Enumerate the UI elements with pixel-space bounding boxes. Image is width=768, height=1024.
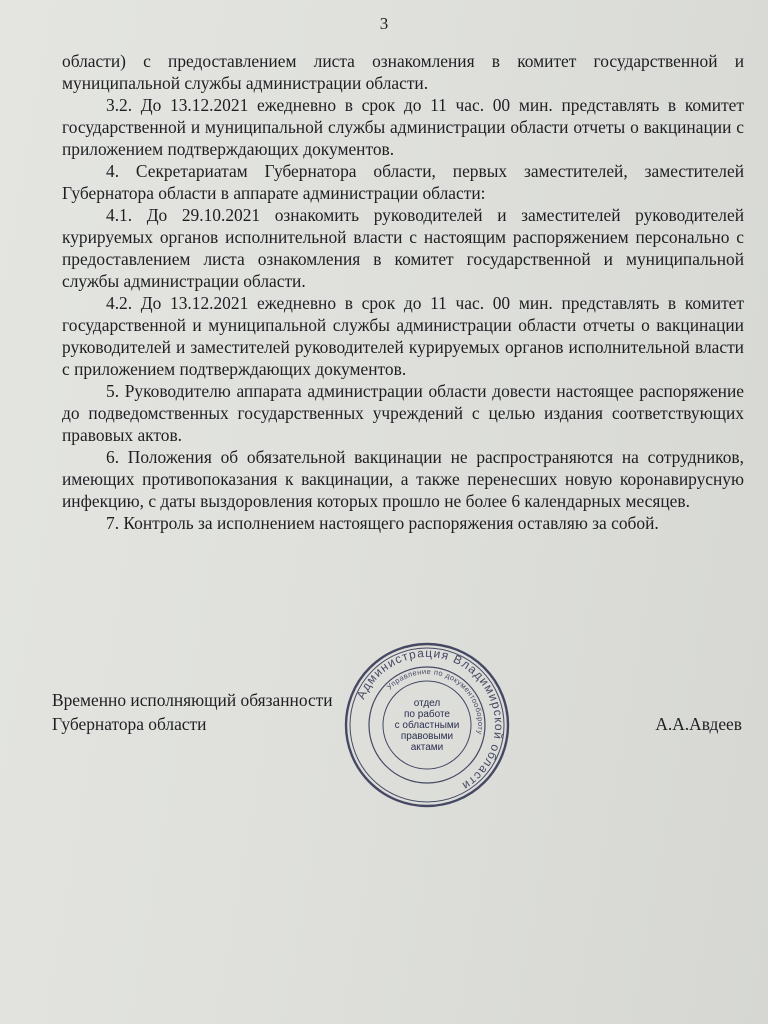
seal-center-text bbox=[342, 640, 512, 810]
signatory-name: А.А.Авдеев bbox=[655, 714, 742, 734]
seal-center-line: актами bbox=[410, 741, 444, 753]
seal-center-line: отдел bbox=[413, 697, 441, 709]
page-number: 3 bbox=[379, 14, 389, 33]
official-seal bbox=[342, 640, 512, 810]
seal-center-line: правовыми bbox=[400, 730, 454, 742]
seal-outer-text: Администрация Владимирской области bbox=[353, 645, 507, 794]
signatory-position bbox=[52, 688, 333, 736]
paragraph-4-2: 4.2. До 13.12.2021 ежедневно в срок до 11 час. 00 мин. представлять в комитет государственной и муниципальной службы администрации области отчеты о вакцинации руководителей и заместителей руководителей курируемых органов исполнительной власти с приложением подтверждающих документов. bbox=[62, 293, 744, 379]
seal-inner-ring-text: Управление по документообороту bbox=[384, 666, 486, 736]
paragraph-4-1: 4.1. До 29.10.2021 ознакомить руководителей и заместителей руководителей курируемых органов исполнительной власти с настоящим распоряжением персонально с предоставлением листа ознакомления в комитет государственной и муниципальной службы администрации области. bbox=[62, 205, 744, 291]
seal-center-line: по работе bbox=[404, 708, 450, 720]
document-body bbox=[62, 50, 744, 534]
paragraph-7: 7. Контроль за исполнением настоящего распоряжения оставляю за собой. bbox=[106, 513, 659, 533]
paragraph-continuation: области) с предоставлением листа ознакомления в комитет государственной и муниципальной службы администрации области. bbox=[62, 51, 744, 93]
paragraph-4: 4. Секретариатам Губернатора области, первых заместителей, заместителей Губернатора области в аппарате администрации области: bbox=[62, 161, 744, 203]
signatory-position-line1: Временно исполняющий обязанности bbox=[52, 690, 333, 710]
paragraph-5: 5. Руководителю аппарата администрации области довести настоящее распоряжение до подведомственных государственных учреждений с целью издания соответствующих правовых актов. bbox=[62, 381, 744, 445]
paragraph-3-2: 3.2. До 13.12.2021 ежедневно в срок до 11 час. 00 мин. представлять в комитет государственной и муниципальной службы администрации области отчеты о вакцинации с приложением подтверждающих документов. bbox=[62, 95, 744, 159]
seal-center-line: с областными bbox=[394, 719, 460, 731]
paragraph-6: 6. Положения об обязательной вакцинации не распространяются на сотрудников, имеющих противопоказания к вакцинации, а также перенесших новую коронавирусную инфекцию, с даты выздоровления которых прошло не более 6 календарных месяцев. bbox=[62, 447, 744, 511]
signatory-position-line2: Губернатора области bbox=[52, 714, 207, 734]
